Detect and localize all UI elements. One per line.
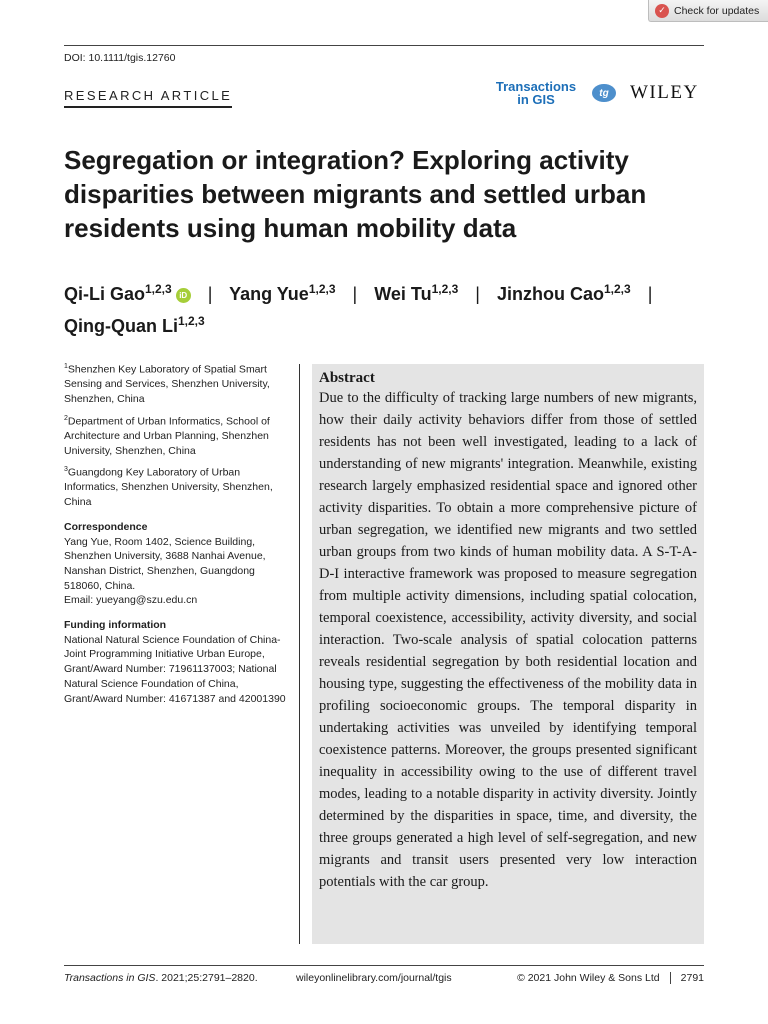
publisher-logo: WILEY: [630, 82, 699, 103]
author[interactable]: Yang Yue$^{1,2,3}$: [229, 282, 336, 304]
correspondence-email[interactable]: Email: yueyang@szu.edu.cn: [64, 594, 198, 607]
author[interactable]: Jinzhou Cao$^{1,2,3}$: [497, 282, 631, 304]
check-for-updates-button[interactable]: [648, 0, 768, 22]
abstract-heading: Abstract: [319, 370, 375, 386]
footer-url[interactable]: wileyonlinelibrary.com/journal/tgis: [296, 972, 452, 984]
author[interactable]: Qi-Li Gao$^{1,2,3}$: [64, 282, 172, 304]
funding-heading: Funding information: [64, 619, 167, 632]
funding-text: National Natural Science Foundation of China-Joint Programming Initiative Urban Europe, Grant/Award Number: 71961137003; National Natural Science Foundation of China, Grant/Award Number: 41671387 and 42001390: [64, 633, 286, 705]
journal-logo-name: [484, 80, 588, 106]
journal-logo-line2: in GIS: [517, 92, 555, 107]
affiliation: $^1$Shenzhen Key Laboratory of Spatial Smart Sensing and Services, Shenzhen University, Shenzhen, China: [64, 363, 270, 405]
article-type: RESEARCH ARTICLE: [64, 88, 232, 108]
page-footer: [64, 972, 704, 984]
page-number: 2791: [670, 972, 704, 984]
author-list: Qi-Li Gao$^{1,2,3}$ iD | Yang Yue$^{1,2,3}$ | Wei Tu$^{1,2,3}$ | Jinzhou Cao$^{1,2,3}$ | Qing-Quan Li$^{1,2,3}$: [64, 282, 653, 336]
footer-citation: Transactions in GIS. 2021;25:2791–2820.: [64, 972, 258, 984]
journal-logo-line1: Transactions: [495, 79, 577, 94]
journal-globe-icon: tg: [592, 84, 616, 102]
paper-title: Segregation or integration? Exploring activity disparities between migrants and settled urban residents using human mobility data: [64, 145, 647, 243]
header-rule: [64, 45, 704, 46]
abstract-body: Due to the difficulty of tracking large numbers of new migrants, how their daily activity behaviors differ from those of settled residents has not been well investigated, leading to a lack of understanding of new migrants' integration. Meanwhile, existing research largely emphasized residential space and ignored other activity disparities. To obtain a more comprehensive picture of urban segregation, we identified new migrants and two settled urban groups from two kinds of human mobility data. A S-T-A-D-I interactive framework was proposed to measure segregation from multiple activity dimensions, including spatial colocation, temporal coexistence, accessibility, activity diversity, and social interaction. Two-scale analysis of spatial colocation patterns reveals residential segregation by both residential location and housing type, suggesting the effectiveness of the mobility data in profiling socioeconomic groups. The temporal disparity in undertaking activities was unveiled by identifying temporal coexistence patterns. Moreover, the groups presented significant inequality in accessibility owing to the use of different travel modes, leading to a notable disparity in activity diversity. Jointly determined by the disparities in space, time, and diversity, the three groups generated a high level of self-segregation, and new migrants and transit users presented very low interaction potentials with the car group.: [319, 390, 697, 890]
author[interactable]: Wei Tu$^{1,2,3}$: [374, 282, 459, 304]
correspondence-text: Yang Yue, Room 1402, Science Building, Shenzhen University, 3688 Nanhai Avenue, Nanshan District, Shenzhen, Guangdong 518060, China.: [64, 535, 266, 592]
column-divider: [299, 364, 300, 944]
front-matter-sidebar: [64, 360, 292, 711]
orcid-icon[interactable]: iD: [176, 288, 191, 303]
footer-copyright: © 2021 John Wiley & Sons Ltd: [517, 972, 660, 984]
update-badge-icon: ✓: [655, 4, 669, 18]
author[interactable]: Qing-Quan Li$^{1,2,3}$: [64, 314, 205, 336]
correspondence-heading: Correspondence: [64, 520, 148, 533]
affiliation: $^2$Department of Urban Informatics, School of Architecture and Urban Planning, Shenzhen University, Shenzhen, China: [64, 414, 270, 457]
abstract-box: [312, 364, 704, 944]
footer-rule: [64, 965, 704, 966]
doi[interactable]: DOI: 10.1111/tgis.12760: [64, 52, 176, 64]
affiliation: $^3$Guangdong Key Laboratory of Urban Informatics, Shenzhen University, Shenzhen, China: [64, 466, 273, 509]
check-for-updates-label: Check for updates: [674, 4, 760, 17]
journal-logo: [484, 76, 704, 110]
